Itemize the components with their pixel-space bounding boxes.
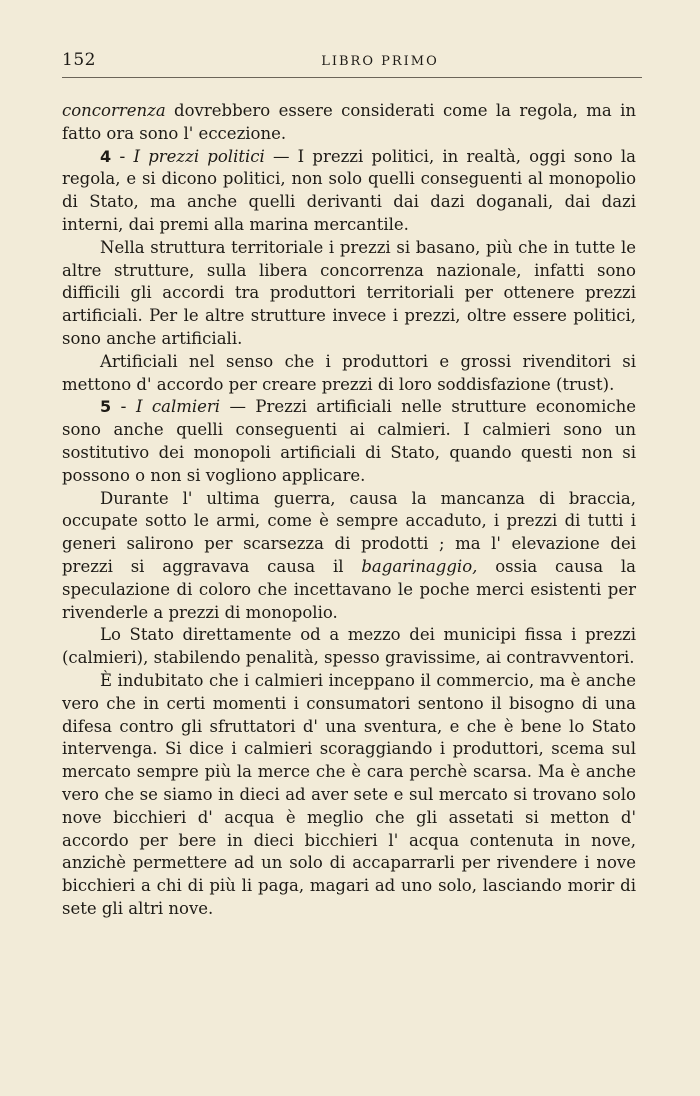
paragraph-1 (62, 100, 636, 146)
running-head: LIBRO PRIMO (321, 54, 439, 69)
paragraph-7: Lo Stato direttamente od a mezzo dei municipi fissa i prezzi (calmieri), stabilendo penalità, spesso gravissime, ai contravventori. (62, 625, 636, 668)
paragraph-6-text-before: Durante l' ultima guerra, causa la mancanza di braccia, occupate sotto le armi, come è sempre accaduto, i prezzi di tutti i generi salirono per scarsezza di prodotti ; ma l' elevazione dei prezzi si aggravava causa il (62, 488, 636, 576)
page-number: 152 (62, 50, 96, 70)
section-separator: - (111, 146, 134, 166)
paragraph-2-text: — I prezzi politici, in realtà, oggi sono la regola, e si dicono politici, non solo quelli conseguenti al monopolio di Stato, ma anche quelli derivanti dai dazi doganali, dai dazi interni, dai premi alla marina mercantile. (62, 146, 636, 234)
italic-term: bagarinaggio, (361, 556, 478, 576)
section-heading-5: I calmieri (135, 397, 221, 417)
paragraph-3: Nella struttura territoriale i prezzi si basano, più che in tutte le altre strutture, sulla libera concorrenza nazionale, infatti sono difficili gli accordi tra produttori territoriali per ottenere prezzi artificiali. Per le altre strutture invece i prezzi, oltre essere politici, sono anche artificiali. (62, 237, 636, 348)
section-heading-4: I prezzi politici (133, 146, 265, 166)
page-header (62, 50, 642, 76)
body-text (62, 100, 636, 921)
section-separator: - (111, 397, 136, 417)
paragraph-5-text: — Prezzi artificiali nelle strutture economiche sono anche quelli conseguenti ai calmieri. I calmieri sono un sostitutivo dei monopoli artificiali di Stato, quando questi non si possono o non si vogliono applicare. (62, 397, 636, 485)
paragraph-section-5 (62, 396, 636, 487)
paragraph-8: È indubitato che i calmieri inceppano il commercio, ma è anche vero che in certi momenti i consumatori sentono il bisogno di una difesa contro gli sfruttatori d' una sventura, e che è bene lo Stato intervenga. Si dice i calmieri scoraggiando i produttori, scema sul mercato sempre più la merce che è cara perchè scarsa. Ma è anche vero che se siamo in dieci ad aver sete e sul mercato si trovano solo nove bicchieri d' acqua è meglio che gli assetati si metton d' accordo per bere in dieci bicchieri l' acqua contenuta in nove, anzichè permettere ad un solo di accaparrarli per rivendere i nove bicchieri a chi di più li paga, magari ad uno solo, lasciando morir di sete gli altri nove. (62, 670, 636, 918)
paragraph-4: Artificiali nel senso che i produttori e grossi rivenditori si mettono d' accordo per creare prezzi di loro soddisfazione (trust). (62, 351, 636, 394)
section-number-4: 4 (100, 146, 112, 166)
italic-lead: concorrenza (62, 101, 166, 120)
paragraph-6-text-after: ossia causa la speculazione di coloro che incettavano le poche merci esistenti per rivenderle a prezzi di monopolio. (62, 556, 637, 622)
paragraph-1-text: dovrebbero essere considerati come la regola, ma in fatto ora sono l' eccezione. (62, 101, 636, 143)
section-number-5: 5 (100, 397, 112, 417)
paragraph-6 (62, 488, 636, 625)
paragraph-section-4 (62, 146, 636, 237)
header-rule (62, 77, 642, 78)
